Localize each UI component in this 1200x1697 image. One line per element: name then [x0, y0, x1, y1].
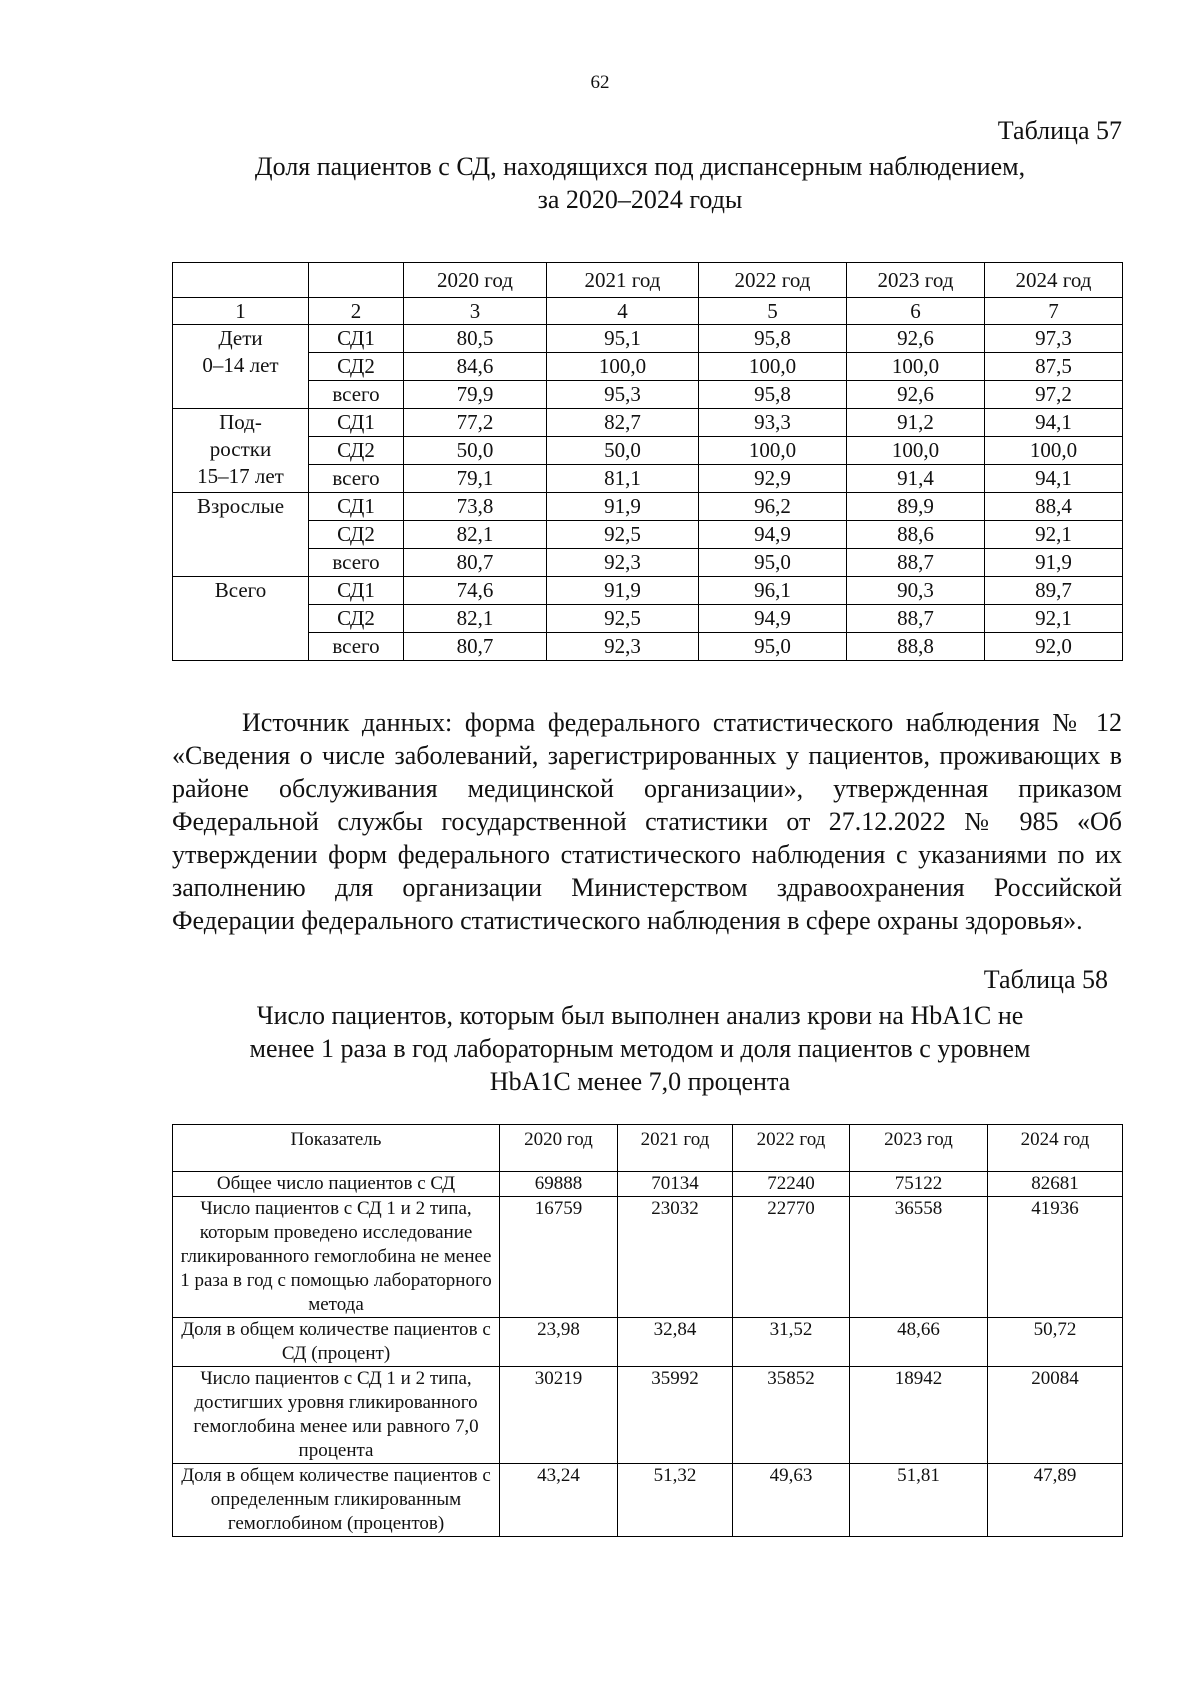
group-label — [173, 409, 309, 493]
value-cell: 16759 — [500, 1197, 618, 1318]
column-number: 2 — [309, 298, 404, 325]
table-row — [173, 605, 1123, 633]
value-cell: 96,2 — [699, 493, 847, 521]
group-label-line: 15–17 лет — [197, 464, 284, 488]
table-row — [173, 549, 1123, 577]
value-cell: 92,5 — [547, 521, 699, 549]
table-row — [173, 353, 1123, 381]
table-58-title-line: HbA1C менее 7,0 процента — [489, 1067, 791, 1096]
value-cell: 81,1 — [547, 465, 699, 493]
value-cell: 87,5 — [985, 353, 1123, 381]
indicator-cell: Общее число пациентов с СД — [173, 1172, 500, 1197]
table-row — [173, 437, 1123, 465]
diabetes-type: всего — [309, 633, 404, 661]
value-cell: 49,63 — [733, 1464, 850, 1537]
table-row — [173, 1318, 1123, 1367]
table-58-title-line: менее 1 раза в год лабораторным методом и доля пациентов с уровнем — [249, 1034, 1031, 1063]
value-cell: 100,0 — [847, 437, 985, 465]
value-cell: 95,1 — [547, 325, 699, 353]
group-label-line: 0–14 лет — [202, 353, 279, 377]
indicator-cell: Доля в общем количестве пациентов с СД (процент) — [173, 1318, 500, 1367]
table-58-label: Таблица 58 — [983, 965, 1108, 994]
value-cell: 79,9 — [404, 381, 547, 409]
table-row — [173, 1197, 1123, 1318]
value-cell: 100,0 — [699, 437, 847, 465]
value-cell: 100,0 — [847, 353, 985, 381]
value-cell: 50,0 — [547, 437, 699, 465]
year-header: 2022 год — [699, 263, 847, 298]
diabetes-type: СД1 — [309, 493, 404, 521]
table-row — [173, 1464, 1123, 1537]
value-cell: 95,8 — [699, 325, 847, 353]
page-number: 62 — [590, 72, 610, 93]
value-cell: 94,9 — [699, 605, 847, 633]
value-cell: 100,0 — [985, 437, 1123, 465]
column-number: 4 — [547, 298, 699, 325]
value-cell: 96,1 — [699, 577, 847, 605]
source-paragraph — [172, 706, 1122, 937]
value-cell: 95,0 — [699, 633, 847, 661]
table-row — [173, 577, 1123, 605]
table-row — [173, 325, 1123, 353]
value-cell: 20084 — [988, 1367, 1123, 1464]
value-cell: 36558 — [850, 1197, 988, 1318]
indicator-cell: Число пациентов с СД 1 и 2 типа, которым проведено исследование гликированного гемоглобина не менее 1 раза в год с помощью лабораторного метода — [173, 1197, 500, 1318]
year-header: 2022 год — [733, 1125, 850, 1172]
diabetes-type: СД2 — [309, 605, 404, 633]
value-cell: 100,0 — [699, 353, 847, 381]
group-label-line: ростки — [209, 437, 272, 461]
value-cell: 88,7 — [847, 549, 985, 577]
value-cell: 95,0 — [699, 549, 847, 577]
table-58-title-line: Число пациентов, которым был выполнен анализ крови на HbA1C не — [256, 1001, 1024, 1030]
table-row — [173, 521, 1123, 549]
value-cell: 77,2 — [404, 409, 547, 437]
value-cell: 51,32 — [618, 1464, 733, 1537]
year-header: 2023 год — [850, 1125, 988, 1172]
value-cell: 91,9 — [547, 493, 699, 521]
group-label — [173, 325, 309, 409]
value-cell: 23032 — [618, 1197, 733, 1318]
year-header: 2024 год — [985, 263, 1123, 298]
value-cell: 95,8 — [699, 381, 847, 409]
table-57-label: Таблица 57 — [997, 116, 1122, 145]
table-57 — [172, 262, 1123, 661]
value-cell: 43,24 — [500, 1464, 618, 1537]
value-cell: 92,3 — [547, 633, 699, 661]
value-cell: 92,1 — [985, 605, 1123, 633]
value-cell: 74,6 — [404, 577, 547, 605]
diabetes-type: СД2 — [309, 521, 404, 549]
value-cell: 69888 — [500, 1172, 618, 1197]
value-cell: 93,3 — [699, 409, 847, 437]
value-cell: 92,5 — [547, 605, 699, 633]
value-cell: 82,7 — [547, 409, 699, 437]
value-cell: 92,9 — [699, 465, 847, 493]
value-cell: 30219 — [500, 1367, 618, 1464]
year-header: 2020 год — [404, 263, 547, 298]
column-number: 1 — [173, 298, 309, 325]
value-cell: 18942 — [850, 1367, 988, 1464]
table-row — [173, 493, 1123, 521]
source-text: Источник данных: форма федерального статистического наблюдения № 12 «Сведения о числе заболеваний, зарегистрированных у пациентов, проживающих в районе обслуживания медицинской организации», утвержденная приказом Федеральной службы государственной статистики от 27.12.2022 № 985 «Об утверждении форм федерального статистического наблюдения с указаниями по их заполнению для организации Министерством здравоохранения Российской Федерации федерального статистического наблюдения в сфере охраны здоровья». — [172, 708, 1122, 935]
value-cell: 79,1 — [404, 465, 547, 493]
table-57-title-line: Доля пациентов с СД, находящихся под диспансерным наблюдением, — [254, 152, 1026, 181]
table-58-header-row — [173, 1125, 1123, 1172]
indicator-header: Показатель — [173, 1125, 500, 1172]
table-58 — [172, 1124, 1123, 1537]
value-cell: 80,7 — [404, 549, 547, 577]
diabetes-type: СД2 — [309, 353, 404, 381]
year-header: 2021 год — [618, 1125, 733, 1172]
year-header: 2021 год — [547, 263, 699, 298]
value-cell: 88,6 — [847, 521, 985, 549]
value-cell: 92,3 — [547, 549, 699, 577]
value-cell: 88,7 — [847, 605, 985, 633]
table-57-title-line: за 2020–2024 годы — [537, 185, 743, 214]
table-57-header-row — [173, 263, 1123, 298]
value-cell: 82681 — [988, 1172, 1123, 1197]
value-cell: 22770 — [733, 1197, 850, 1318]
value-cell: 41936 — [988, 1197, 1123, 1318]
indicator-cell: Доля в общем количестве пациентов с определенным гликированным гемоглобином (процентов) — [173, 1464, 500, 1537]
value-cell: 91,4 — [847, 465, 985, 493]
value-cell: 31,52 — [733, 1318, 850, 1367]
value-cell: 88,4 — [985, 493, 1123, 521]
value-cell: 91,9 — [547, 577, 699, 605]
value-cell: 97,2 — [985, 381, 1123, 409]
table-57-title — [160, 150, 1120, 216]
group-label-line: Всего — [214, 578, 267, 602]
diabetes-type: СД1 — [309, 577, 404, 605]
value-cell: 89,7 — [985, 577, 1123, 605]
column-number: 6 — [847, 298, 985, 325]
value-cell: 92,6 — [847, 381, 985, 409]
value-cell: 72240 — [733, 1172, 850, 1197]
year-header: 2020 год — [500, 1125, 618, 1172]
table-row — [173, 409, 1123, 437]
value-cell: 50,0 — [404, 437, 547, 465]
year-header: 2024 год — [988, 1125, 1123, 1172]
column-number: 3 — [404, 298, 547, 325]
year-header: 2023 год — [847, 263, 985, 298]
table-row — [173, 633, 1123, 661]
group-label-line: Под- — [219, 410, 262, 434]
group-label — [173, 577, 309, 661]
column-number: 7 — [985, 298, 1123, 325]
table-58-title — [160, 999, 1120, 1098]
value-cell: 95,3 — [547, 381, 699, 409]
value-cell: 23,98 — [500, 1318, 618, 1367]
group-label-line: Взрослые — [196, 494, 285, 518]
value-cell: 92,1 — [985, 521, 1123, 549]
table-row — [173, 465, 1123, 493]
value-cell: 91,2 — [847, 409, 985, 437]
diabetes-type: всего — [309, 465, 404, 493]
table-row — [173, 1172, 1123, 1197]
value-cell: 94,9 — [699, 521, 847, 549]
value-cell: 73,8 — [404, 493, 547, 521]
table-row — [173, 1367, 1123, 1464]
value-cell: 50,72 — [988, 1318, 1123, 1367]
value-cell: 47,89 — [988, 1464, 1123, 1537]
value-cell: 100,0 — [547, 353, 699, 381]
value-cell: 75122 — [850, 1172, 988, 1197]
value-cell: 35852 — [733, 1367, 850, 1464]
value-cell: 91,9 — [985, 549, 1123, 577]
diabetes-type: СД2 — [309, 437, 404, 465]
value-cell: 35992 — [618, 1367, 733, 1464]
table-57-column-number-row — [173, 298, 1123, 325]
value-cell: 32,84 — [618, 1318, 733, 1367]
value-cell: 92,6 — [847, 325, 985, 353]
value-cell: 51,81 — [850, 1464, 988, 1537]
value-cell: 80,5 — [404, 325, 547, 353]
diabetes-type: всего — [309, 381, 404, 409]
value-cell: 89,9 — [847, 493, 985, 521]
group-label — [173, 493, 309, 577]
diabetes-type: СД1 — [309, 325, 404, 353]
group-label-line: Дети — [218, 326, 263, 350]
value-cell: 82,1 — [404, 521, 547, 549]
value-cell: 88,8 — [847, 633, 985, 661]
value-cell: 94,1 — [985, 409, 1123, 437]
table-row — [173, 381, 1123, 409]
header-cell-empty — [309, 263, 404, 298]
value-cell: 97,3 — [985, 325, 1123, 353]
value-cell: 92,0 — [985, 633, 1123, 661]
value-cell: 82,1 — [404, 605, 547, 633]
header-cell-empty — [173, 263, 309, 298]
diabetes-type: всего — [309, 549, 404, 577]
value-cell: 70134 — [618, 1172, 733, 1197]
value-cell: 84,6 — [404, 353, 547, 381]
value-cell: 90,3 — [847, 577, 985, 605]
value-cell: 80,7 — [404, 633, 547, 661]
diabetes-type: СД1 — [309, 409, 404, 437]
value-cell: 94,1 — [985, 465, 1123, 493]
indicator-cell: Число пациентов с СД 1 и 2 типа, достигших уровня гликированного гемоглобина менее или равного 7,0 процента — [173, 1367, 500, 1464]
value-cell: 48,66 — [850, 1318, 988, 1367]
column-number: 5 — [699, 298, 847, 325]
